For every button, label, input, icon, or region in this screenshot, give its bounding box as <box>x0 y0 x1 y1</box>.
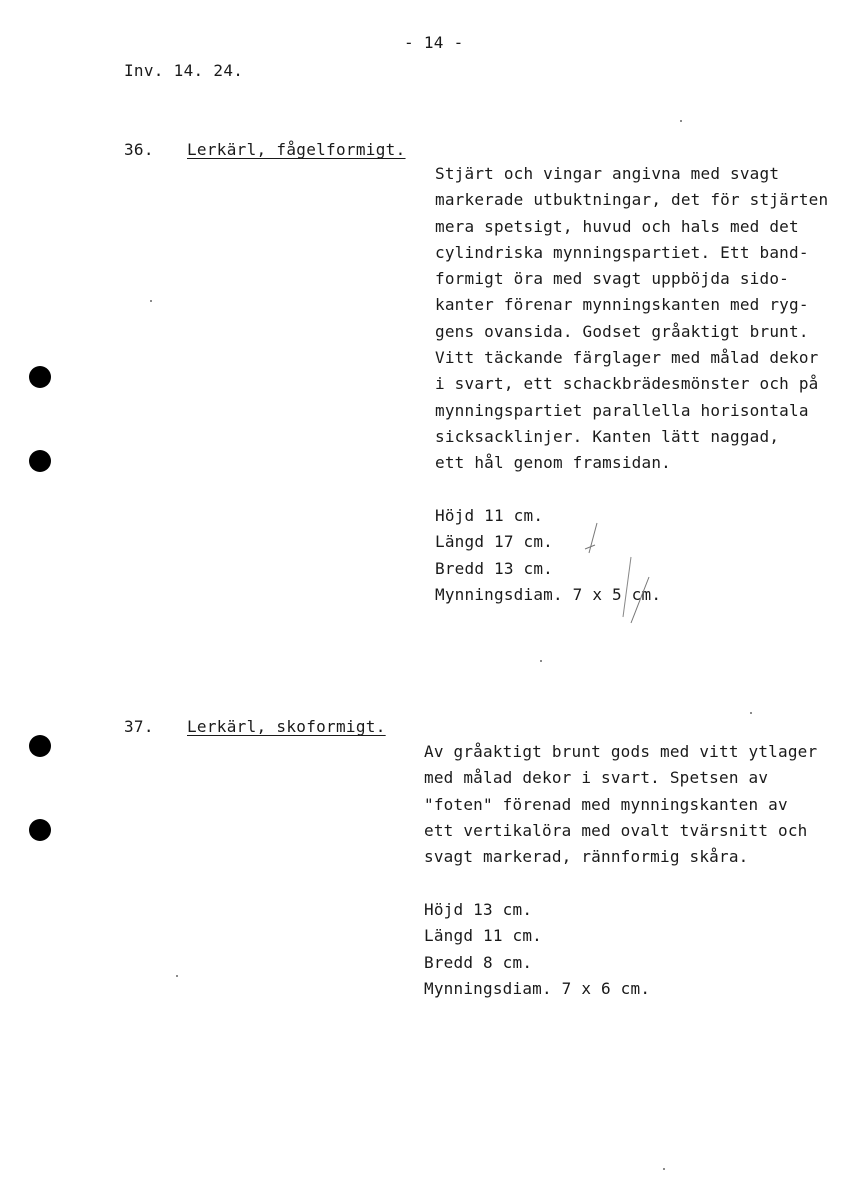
description-line: formigt öra med svagt uppböjda sido- <box>435 269 789 289</box>
description-line: "foten" förenad med mynningskanten av <box>424 794 788 814</box>
measurement-line: Höjd 11 cm. <box>435 506 544 525</box>
description-line: ett vertikalöra med ovalt tvärsnitt och <box>424 820 808 840</box>
description-line: mynningspartiet parallella horisontala <box>435 400 809 420</box>
entry-description <box>424 739 817 870</box>
measurement-line: Längd 11 cm. <box>424 926 542 946</box>
scan-speck <box>150 300 152 302</box>
entry-number: 36. <box>124 140 154 159</box>
scan-speck <box>663 1168 665 1170</box>
entry-number: 37. <box>124 717 154 736</box>
scan-speck <box>750 712 752 714</box>
punch-hole <box>29 450 51 472</box>
punch-hole <box>29 366 51 388</box>
entry-measurements <box>424 897 650 1002</box>
description-line: svagt markerad, rännformig skåra. <box>424 847 749 867</box>
measurement-line: Höjd 13 cm. <box>424 900 533 919</box>
scan-speck <box>680 120 682 122</box>
description-line: gens ovansida. Godset gråaktigt brunt. <box>435 321 809 341</box>
scan-speck <box>176 975 178 977</box>
description-line: Av gråaktigt brunt gods med vitt ytlager <box>424 742 818 761</box>
entry-description <box>435 161 828 477</box>
description-line: kanter förenar mynningskanten med ryg- <box>435 295 809 315</box>
description-line: i svart, ett schackbrädesmönster och på <box>435 374 819 394</box>
page-number: - 14 - <box>404 33 464 52</box>
description-line: mera spetsigt, huvud och hals med det <box>435 216 799 236</box>
scan-speck <box>540 660 542 662</box>
punch-hole <box>29 735 51 757</box>
measurement-line: Längd 17 cm. <box>435 532 553 552</box>
pencil-mark <box>575 515 655 625</box>
description-line: cylindriska mynningspartiet. Ett band- <box>435 242 809 262</box>
measurement-line: Bredd 8 cm. <box>424 952 533 972</box>
measurement-line: Mynningsdiam. 7 x 5 cm. <box>435 584 662 604</box>
description-line: Stjärt och vingar angivna med svagt <box>435 164 780 183</box>
entry-title: Lerkärl, skoformigt. <box>187 717 386 736</box>
description-line: markerade utbuktningar, det för stjärten <box>435 190 829 210</box>
description-line: med målad dekor i svart. Spetsen av <box>424 768 769 788</box>
inventory-number: Inv. 14. 24. <box>124 61 244 80</box>
punch-hole <box>29 819 51 841</box>
description-line: sicksacklinjer. Kanten lätt naggad, <box>435 426 780 446</box>
measurement-line: Mynningsdiam. 7 x 6 cm. <box>424 978 651 998</box>
measurement-line: Bredd 13 cm. <box>435 558 553 578</box>
entry-title: Lerkärl, fågelformigt. <box>187 140 406 159</box>
description-line: Vitt täckande färglager med målad dekor <box>435 348 819 368</box>
description-line: ett hål genom framsidan. <box>435 453 671 473</box>
